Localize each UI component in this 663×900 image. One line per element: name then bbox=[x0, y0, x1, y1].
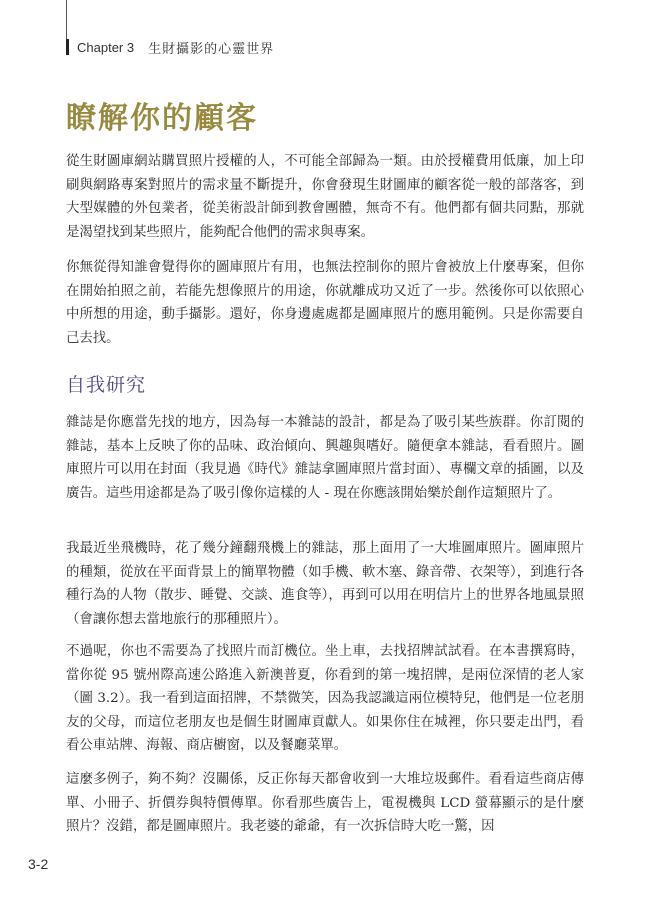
research-paragraph-2: 我最近坐飛機時，花了幾分鐘翻飛機上的雜誌，那上面用了一大堆圖庫照片。圖庫照片的種類，從放在平面背景上的簡單物體（如手機、軟木塞、錄音帶、衣架等），到進行各種行為的人物（散步、睡覺、交談、進食等），再到可以用在明信片上的世界各地風景照（會讓你想去當地旅行的那種照片）。 bbox=[66, 541, 584, 627]
subsection-title: 自我研究 bbox=[66, 374, 147, 396]
intro-paragraph-1: 從生財圖庫網站購買照片授權的人，不可能全部歸為一類。由於授權費用低廉，加上印刷與網路專案對照片的需求量不斷提升，你會發現生財圖庫的顧客從一般的部落客，到大型媒體的外包業者，從美術設計師到教會團體，無奇不有。他們都有個共同點，那就是渴望找到某些照片，能夠配合他們的需求與專案。 bbox=[66, 154, 584, 240]
intro-paragraph-2: 你無從得知誰會覺得你的圖庫照片有用，也無法控制你的照片會被放上什麼專案，但你在開始拍照之前，若能先想像照片的用途，你就離成功又近了一步。然後你可以依照心中所想的用途，動手攝影。還好，你身邊處處都是圖庫照片的應用範例。只是你需要自己去找。 bbox=[66, 260, 584, 346]
research-paragraph-3: 不過呢，你也不需要為了找照片而訂機位。坐上車，去找招牌試試看。在本書撰寫時，當你從 95 號州際高速公路進入新澳普夏，你看到的第一塊招牌，是兩位深情的老人家（圖 3.2）。我一看到這面招牌，不禁微笑，因為我認識這兩位模特兒，他們是一位老朋友的父母，而這位老朋友也是個生財圖庫貢獻人。如果你住在城裡，你只要走出門，看看公車站牌、海報、商店櫥窗，以及餐廳菜單。 bbox=[66, 644, 584, 753]
running-header bbox=[66, 38, 274, 56]
page-number: 3-2 bbox=[28, 856, 49, 872]
research-paragraph-4: 這麼多例子，夠不夠？沒關係，反正你每天都會收到一大堆垃圾郵件。看看這些商店傳單、小冊子、折價券與特價傳單。你看那些廣告上，電視機與 LCD 螢幕顯示的是什麼照片？沒錯，都是圖庫照片。我老婆的爺爺，有一次拆信時大吃一驚，因 bbox=[66, 772, 584, 834]
chapter-title: 生財攝影的心靈世界 bbox=[148, 41, 275, 57]
header-marker-bar bbox=[66, 39, 69, 55]
research-paragraph-1: 雜誌是你應當先找的地方，因為每一本雜誌的設計，都是為了吸引某些族群。你訂閱的雜誌，基本上反映了你的品味、政治傾向、興趣與嗜好。隨便拿本雜誌，看看照片。圖庫照片可以用在封面（我見過《時代》雜誌拿圖庫照片當封面）、專欄文章的插圖，以及廣告。這些用途都是為了吸引像你這樣的人 - 現在你應該開始樂於創作這類照片了。 bbox=[66, 415, 584, 501]
chapter-label: Chapter 3 bbox=[77, 39, 135, 55]
section-title: 瞭解你的顧客 bbox=[66, 101, 258, 136]
header-vertical-rule bbox=[66, 0, 67, 40]
